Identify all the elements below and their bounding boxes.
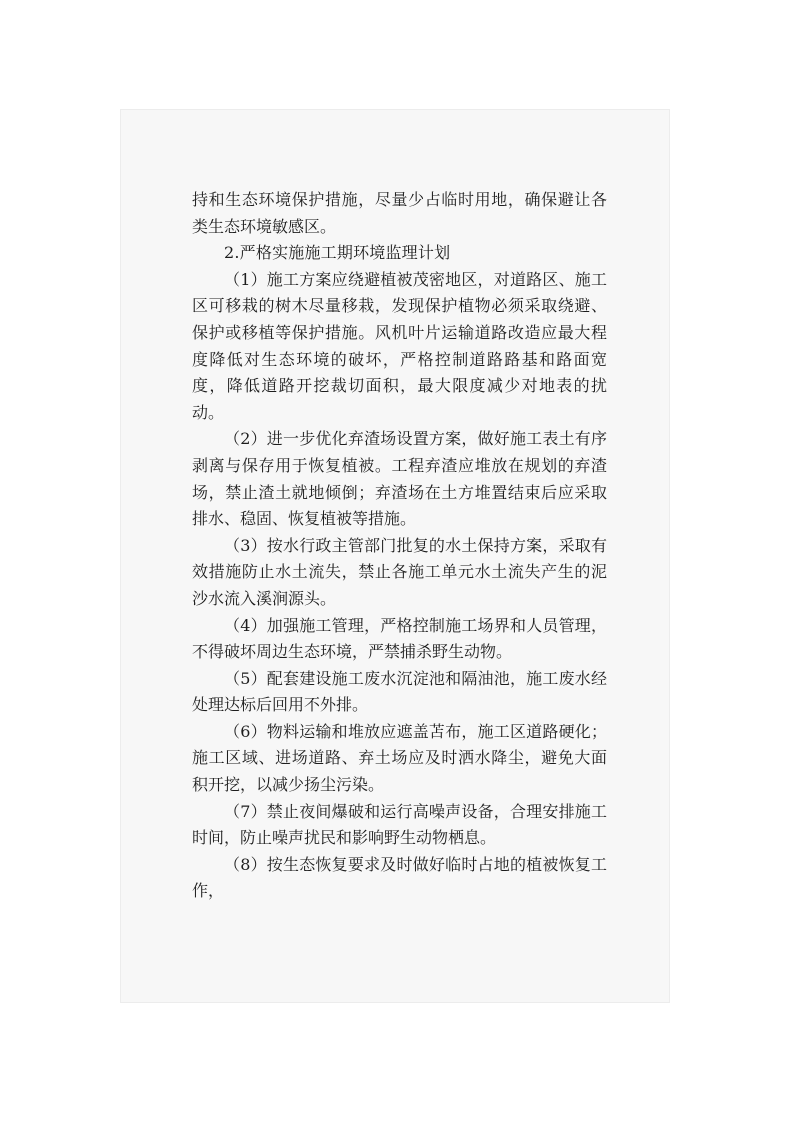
section-heading: 2.严格实施施工期环境监理计划	[224, 243, 451, 263]
paragraph-continuation: 持和生态环境保护措施，尽量少占临时用地，确保避让各类生态环境敏感区。	[192, 190, 607, 236]
paragraph-item-7: （7）禁止夜间爆破和运行高噪声设备，合理安排施工时间，防止噪声扰民和影响野生动物栖息。	[192, 801, 607, 848]
paragraph-item-1: （1）施工方案应绕避植被茂密地区，对道路区、施工区可移栽的树木尽量移栽，发现保护植物必须采取绕避、保护或移植等保护措施。风机叶片运输道路改造应最大程度降低对生态环境的破坏，严格控制道路路基和路面宽度，降低道路开挖裁切面积，最大限度减少对地表的扰动。	[192, 269, 607, 422]
paragraph-item-5: （5）配套建设施工废水沉淀池和隔油池，施工废水经处理达标后回用不外排。	[192, 668, 607, 715]
paragraph-item-2: （2）进一步优化弃渣场设置方案，做好施工表土有序剥离与保存用于恢复植被。工程弃渣应堆放在规划的弃渣场，禁止渣土就地倾倒；弃渣场在土方堆置结束后应采取排水、稳固、恢复植被等措施。	[192, 429, 607, 529]
document-body	[192, 187, 607, 905]
paragraph-item-4: （4）加强施工管理，严格控制施工场界和人员管理，不得破坏周边生态环境，严禁捕杀野生动物。	[192, 615, 607, 662]
paragraph-item-3: （3）按水行政主管部门批复的水土保持方案，采取有效措施防止水土流失，禁止各施工单元水土流失产生的泥沙水流入溪涧源头。	[192, 535, 607, 608]
paragraph-item-8: （8）按生态恢复要求及时做好临时占地的植被恢复工作，	[192, 854, 607, 901]
paragraph-item-6: （6）物料运输和堆放应遮盖苫布，施工区道路硬化；施工区域、进场道路、弃土场应及时洒水降尘，避免大面积开挖，以减少扬尘污染。	[192, 721, 607, 795]
